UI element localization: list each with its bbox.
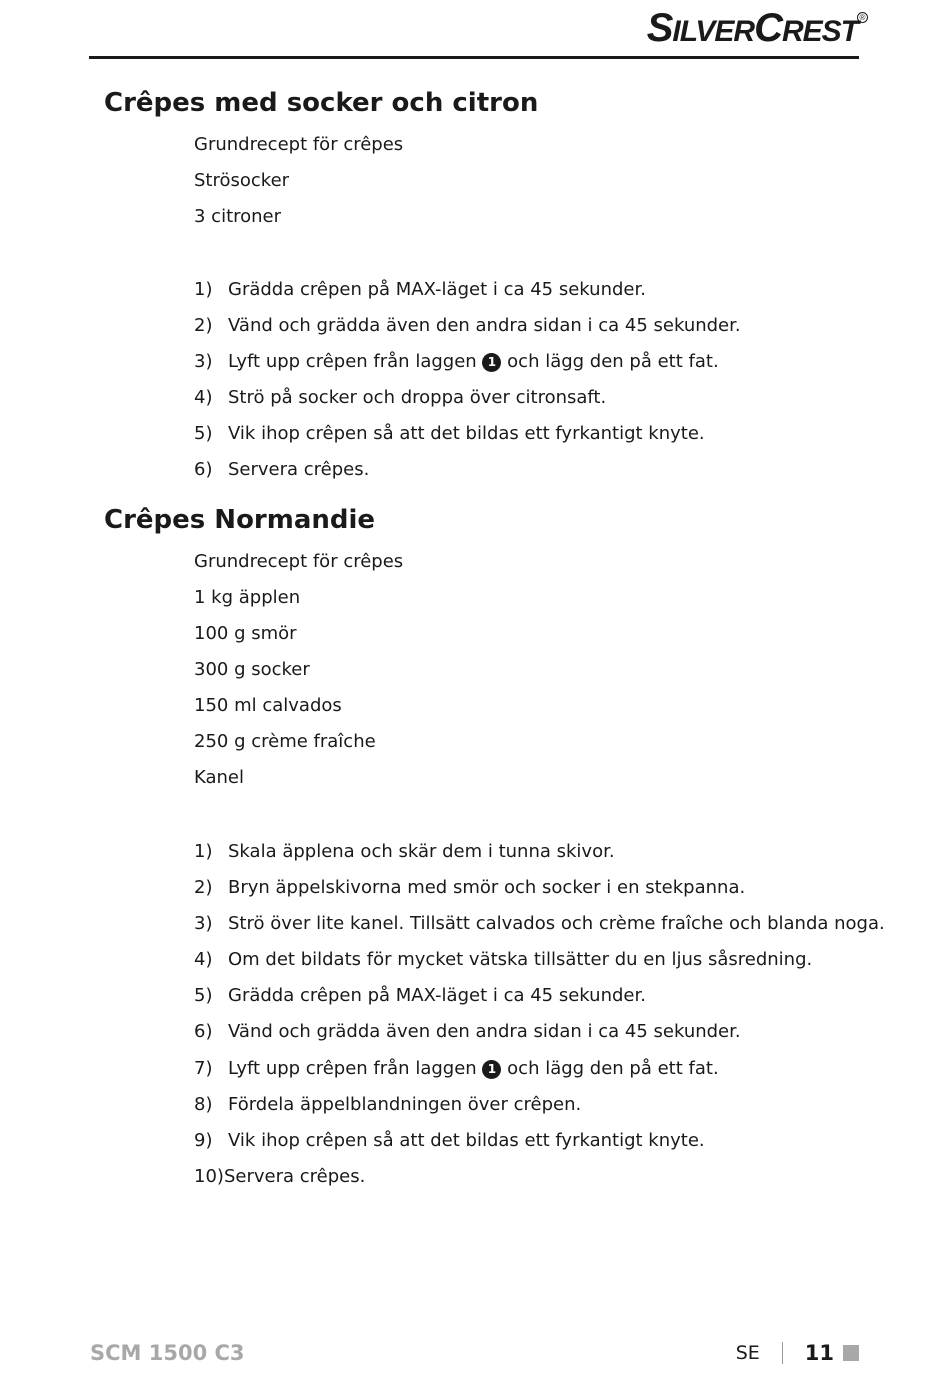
step-text: Bryn äppelskivorna med smör och socker i en stekpanna. <box>228 877 746 898</box>
ingredient: 250 g crème fraîche <box>194 731 376 752</box>
step <box>194 1094 581 1116</box>
step-text: Servera crêpes. <box>228 459 370 480</box>
step <box>194 913 885 935</box>
step-number: 6) <box>194 459 213 480</box>
step-text: och lägg den på ett fat. <box>507 1058 719 1079</box>
step <box>194 315 741 337</box>
page-number: 11 <box>804 1341 834 1365</box>
step-text: Lyft upp crêpen från laggen <box>228 351 477 372</box>
step-text: Vänd och grädda även den andra sidan i ca 45 sekunder. <box>228 1021 741 1042</box>
part-reference-badge: 1 <box>482 1060 501 1079</box>
step <box>194 459 369 481</box>
square-marker-icon <box>843 1345 859 1361</box>
step-number: 3) <box>194 351 213 372</box>
step-number: 4) <box>194 387 213 408</box>
step <box>194 1058 719 1080</box>
language-code: SE <box>735 1342 760 1364</box>
ingredient: Kanel <box>194 767 245 788</box>
step <box>194 1021 741 1043</box>
step-number: 9) <box>194 1130 213 1151</box>
step-text: Strö över lite kanel. Tillsätt calvados och crème fraîche och blanda noga. <box>228 913 885 934</box>
step <box>194 423 705 445</box>
step-number: 2) <box>194 877 213 898</box>
ingredient: 100 g smör <box>194 623 297 644</box>
step-text: Lyft upp crêpen från laggen <box>228 1058 477 1079</box>
registered-mark: ® <box>857 12 868 23</box>
step <box>194 279 646 301</box>
step-text: Vänd och grädda även den andra sidan i ca 45 sekunder. <box>228 315 741 336</box>
ingredient: 3 citroner <box>194 206 282 227</box>
step-number: 5) <box>194 423 213 444</box>
step-number: 10) <box>194 1166 224 1187</box>
step <box>194 877 745 899</box>
step-number: 4) <box>194 949 213 970</box>
step-text: Servera crêpes. <box>223 1166 366 1187</box>
step-number: 8) <box>194 1094 213 1115</box>
step-number: 1) <box>194 841 213 862</box>
model-number: SCM 1500 C3 <box>90 1341 245 1365</box>
step-text: Grädda crêpen på MAX-läget i ca 45 sekunder. <box>228 985 646 1006</box>
step-text: Grädda crêpen på MAX-läget i ca 45 sekunder. <box>228 279 646 300</box>
step <box>194 1130 705 1152</box>
step-number: 1) <box>194 279 213 300</box>
recipe-title: Crêpes med socker och citron <box>104 88 539 118</box>
step <box>194 1166 365 1188</box>
step-number: 5) <box>194 985 213 1006</box>
step-text: Vik ihop crêpen så att det bildas ett fyrkantigt knyte. <box>228 1130 705 1151</box>
header-rule <box>89 56 859 59</box>
step <box>194 351 719 373</box>
ingredient: Strösocker <box>194 170 290 191</box>
ingredient: 300 g socker <box>194 659 310 680</box>
step-number: 3) <box>194 913 213 934</box>
step-text: Fördela äppelblandningen över crêpen. <box>228 1094 582 1115</box>
footer-divider <box>782 1342 783 1364</box>
step <box>194 841 615 863</box>
step <box>194 387 606 409</box>
step <box>194 949 812 971</box>
step-number: 7) <box>194 1058 213 1079</box>
step-text: och lägg den på ett fat. <box>507 351 719 372</box>
silvercrest-logo: SILVERCREST ® <box>647 6 858 51</box>
recipe-title: Crêpes Normandie <box>104 505 376 535</box>
ingredient: 1 kg äpplen <box>194 587 301 608</box>
part-reference-badge: 1 <box>482 353 501 372</box>
step-text: Om det bildats för mycket vätska tillsätter du en ljus såsredning. <box>228 949 813 970</box>
step-text: Skala äpplena och skär dem i tunna skivor. <box>228 841 615 862</box>
step-text: Vik ihop crêpen så att det bildas ett fyrkantigt knyte. <box>228 423 705 444</box>
step-number: 2) <box>194 315 213 336</box>
page-footer <box>736 1341 859 1365</box>
ingredient: 150 ml calvados <box>194 695 342 716</box>
ingredient: Grundrecept för crêpes <box>194 551 404 572</box>
ingredient: Grundrecept för crêpes <box>194 134 404 155</box>
step <box>194 985 646 1007</box>
step-text: Strö på socker och droppa över citronsaft. <box>228 387 607 408</box>
step-number: 6) <box>194 1021 213 1042</box>
